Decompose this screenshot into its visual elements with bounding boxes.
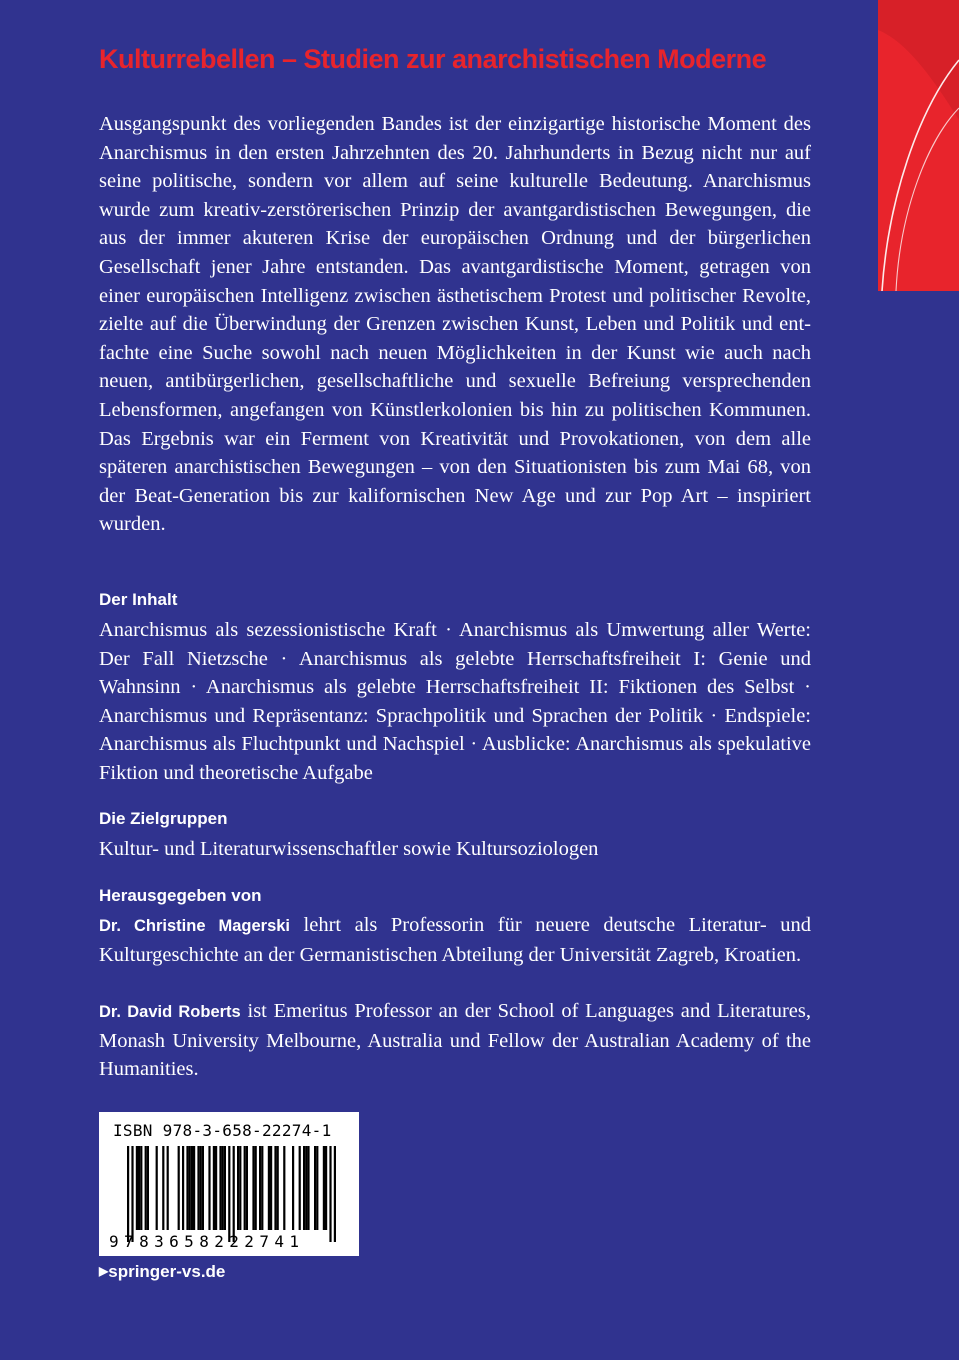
barcode-bar [255,1146,257,1230]
barcode-bar [191,1146,193,1230]
barcode-bar [162,1146,164,1230]
editor-bio [99,911,811,969]
barcode-bar [131,1146,133,1242]
contents-heading: Der Inhalt [99,590,178,609]
barcode-bar [261,1146,263,1230]
barcode-bar [270,1146,272,1230]
barcode-bar [178,1146,180,1230]
barcode-bar [156,1146,158,1230]
barcode-bar [193,1146,195,1230]
corner-curve-graphic [878,0,959,291]
barcode-bar [182,1146,184,1230]
barcode-bar [237,1146,239,1230]
barcode-bar [208,1146,210,1230]
editor-bio-text: lehrt als Professorin für neuere deutsche Literatur- und Kulturgeschichte an der Germanistischen Abteilung der Universität Zagreb, Kroatien. [99,914,811,966]
barcode-bar [274,1146,276,1230]
barcode-bar [323,1146,325,1230]
isbn-label: ISBN 978-3-658-22274-1 [113,1121,332,1140]
barcode-bar [299,1146,301,1230]
barcode-bar [239,1146,241,1230]
barcode-bar [314,1146,316,1230]
barcode-bar [186,1146,188,1230]
barcode-bar [252,1146,254,1230]
barcode-bar [127,1146,129,1242]
barcode-bar [244,1146,246,1230]
corner-accent [878,0,959,291]
barcode-bar [140,1146,142,1230]
barcode-bar [219,1146,221,1230]
barcode-bar [283,1146,285,1230]
barcode-bar [200,1146,202,1230]
barcode-bar [224,1146,226,1230]
barcode-bar [167,1146,169,1230]
barcode-bar [305,1146,307,1230]
barcode-bar [316,1146,318,1230]
publisher-link[interactable] [99,1262,225,1282]
blurb-paragraph: Ausgangspunkt des vorliegenden Bandes ist der einzigartige historische Moment des Anarchismus in den ersten Jahrzehnten des 20. Jahrhunderts in Bezug nicht nur auf seine politische, sondern vor allem auf seine kulturelle Bedeutung. Anarchismus wurde zum kreativ-zerstörerischen Prinzip der avantgardistischen Bewegungen, die aus der immer akuteren Krise der europäischen Ordnung und der bürgerlichen Gesellschaft jener Jahre entstanden. Das avantgardistische Moment, getragen von einer europäischen Intelligenz zwischen ästhetischem Protest und politischer Revolte, zielte auf die Überwindung der Grenzen zwischen Kunst, Leben und Politik und entfachte eine Suche sowohl nach neuen Möglichkeiten in der Kunst wie auch nach neuen, antibürgerlichen, gesellschaftliche und sexuelle Befreiung versprechenden Lebensformen, angefangen von Künstlerkolonien bis hin zu politischen Kommunen. Das Ergebnis war ein Ferment von Kreativität und Provokationen, von dem alle späteren anarchistischen Bewegungen – von den Situationisten bis zum Mai 68, von der Beat-Generation bis zur kalifornischen New Age und zur Pop Art – inspiriert wurden. [99,113,811,536]
contents-text: Anarchismus als sezessionistische Kraft · Anarchismus als Umwertung aller Werte: Der Fall Nietzsche · Anarchismus als gelebte Herrschaftsfreiheit I: Genie und Wahnsinn · Anarchismus als gelebte Herrschaftsfreiheit II: Fiktionen des Selbst · Anarchismus und Repräsentanz: Sprachpolitik und Sprachen der Politik · Endspiele: Anarchismus als Fluchtpunkt und Nachspiel · Ausblicke: Anarchismus als spekulative Fiktion und theoretische Aufgabe [99,619,811,784]
barcode-bar [147,1146,149,1230]
barcode-bar [268,1146,270,1230]
barcode-bar [138,1146,140,1230]
barcode-bar [307,1146,309,1230]
barcode-bar [215,1146,217,1230]
barcode-bar [228,1146,230,1242]
barcode-bar [303,1146,305,1230]
barcode-bar [246,1146,248,1230]
barcode-bar [292,1146,294,1230]
editor-bio-text: ist Emeritus Professor an der School of Languages and Literatures, Monash University Melbourne, Australia und Fellow der Australian Academy of the Humanities. [99,1000,811,1081]
barcode-bar [202,1146,204,1230]
editor-name: Dr. Christine Magerski [99,917,291,935]
barcode-bar [189,1146,191,1230]
editor-bio [99,997,811,1084]
series-title: Kulturrebellen – Studien zur anarchistischen Moderne [99,44,767,74]
isbn-barcode [99,1112,359,1256]
barcode-bar [136,1146,138,1230]
audience-heading: Die Zielgruppen [99,809,228,828]
barcode-bar [213,1146,215,1230]
barcode-bar [325,1146,327,1230]
ean-digits: 9783658222741 [109,1232,305,1251]
editors-heading: Herausgegeben von [99,886,262,905]
barcode-bar [334,1146,336,1242]
barcode-bar [145,1146,147,1230]
barcode-bar [197,1146,199,1230]
barcode-bar [277,1146,279,1230]
barcode-bar [329,1146,331,1242]
arrow-icon: ▶ [99,1264,109,1278]
audience-text: Kultur- und Literaturwissenschaftler sowie Kultursoziologen [99,838,599,860]
publisher-url: springer-vs.de [108,1262,226,1281]
barcode-bar [259,1146,261,1230]
barcode-bar [222,1146,224,1230]
barcode-bar [233,1146,235,1242]
editor-name: Dr. David Roberts [99,1003,241,1021]
